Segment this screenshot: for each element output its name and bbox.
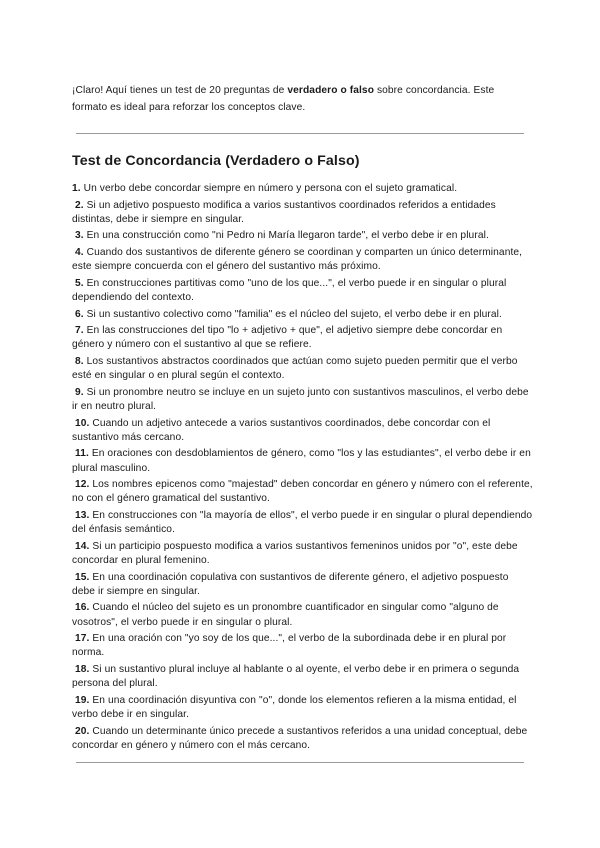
question-text: Un verbo debe concordar siempre en número y persona con el sujeto gramatical. xyxy=(80,183,458,194)
question-text: En una coordinación copulativa con sustantivos de diferente género, el adjetivo pospuesto debe ir siempre en singular. xyxy=(72,571,509,597)
question-text: En construcciones partitivas como "uno de los que...", el verbo puede ir en singular o plural dependiendo del contexto. xyxy=(72,277,507,303)
question-item xyxy=(72,663,534,691)
question-text: Si un sustantivo plural incluye al hablante o al oyente, el verbo debe ir en primera o segunda persona del plural. xyxy=(72,663,520,690)
question-number: 4. xyxy=(75,246,84,258)
question-item xyxy=(72,246,534,274)
question-text: Cuando un determinante único precede a sustantivos referidos a una unidad conceptual, debe concordar en género y número con el más cercano. xyxy=(72,725,528,751)
question-item xyxy=(72,386,534,414)
question-text: En una construcción como "ni Pedro ni María llegaron tarde", el verbo debe ir en plural. xyxy=(83,230,489,242)
intro-text-before: ¡Claro! Aquí tienes un test de 20 preguntas de xyxy=(72,85,288,96)
question-item xyxy=(72,182,534,196)
question-item xyxy=(72,694,534,722)
question-text: Si un adjetivo pospuesto modifica a varios sustantivos coordinados referidos a entidades distintas, debe ir siempre en singular. xyxy=(72,199,496,225)
question-number: 16. xyxy=(75,602,90,614)
question-number: 11. xyxy=(75,448,89,460)
question-number: 1. xyxy=(72,183,81,194)
question-number: 14. xyxy=(75,540,90,552)
question-text: En las construcciones del tipo "lo + adjetivo + que", el adjetivo siempre debe concordar en género y número con el sustantivo al que se refiere. xyxy=(72,325,503,351)
question-item xyxy=(72,509,534,537)
question-item xyxy=(72,308,534,322)
question-item xyxy=(72,199,534,227)
question-item xyxy=(72,355,534,383)
question-item xyxy=(72,417,534,445)
question-number: 9. xyxy=(75,386,84,398)
question-text: En una coordinación disyuntiva con "o", donde los elementos refieren a la misma entidad, el verbo debe ir en singular. xyxy=(72,694,517,720)
question-item xyxy=(72,478,534,506)
question-text: Cuando un adjetivo antecede a varios sustantivos coordinados, debe concordar con el sustantivo más cercano. xyxy=(72,417,491,443)
question-text: En construcciones con "la mayoría de ellos", el verbo puede ir en singular o plural dependiendo del énfasis semántico. xyxy=(72,509,533,536)
question-list xyxy=(72,182,534,755)
question-item xyxy=(72,229,534,243)
question-text: Los sustantivos abstractos coordinados que actúan como sujeto pueden permitir que el verbo esté en singular o en plural según el contexto. xyxy=(72,355,518,382)
question-number: 3. xyxy=(75,230,84,242)
question-number: 18. xyxy=(75,663,90,675)
question-text: Cuando dos sustantivos de diferente género se coordinan y comparten un único determinante, este siempre concuerda con el género del sustantivo más próximo. xyxy=(72,246,523,273)
question-number: 8. xyxy=(75,355,84,367)
horizontal-divider-bottom xyxy=(76,762,524,763)
question-text: En una oración con "yo soy de los que...", el verbo de la subordinada debe ir en plural por norma. xyxy=(72,633,507,659)
question-item xyxy=(72,277,534,305)
question-text: Si un sustantivo colectivo como "familia" es el núcleo del sujeto, el verbo debe ir en plural. xyxy=(83,308,502,320)
question-number: 20. xyxy=(75,725,90,737)
question-number: 19. xyxy=(75,694,90,706)
question-number: 10. xyxy=(75,417,90,429)
question-item xyxy=(72,540,534,568)
question-item xyxy=(72,601,534,629)
intro-text-after: sobre concordancia. Este formato es ideal para reforzar los conceptos clave. xyxy=(72,85,495,113)
intro-paragraph xyxy=(72,82,532,116)
question-item xyxy=(72,632,534,660)
question-item xyxy=(72,447,534,475)
question-text: Si un participio pospuesto modifica a varios sustantivos femeninos unidos por "o", este debe concordar en plural femenino. xyxy=(72,540,518,566)
question-number: 5. xyxy=(75,277,84,289)
question-number: 17. xyxy=(75,633,90,645)
question-text: Cuando el núcleo del sujeto es un pronombre cuantificador en singular como "alguno de vosotros", el verbo puede ir en singular o plural. xyxy=(72,602,499,628)
question-text: Si un pronombre neutro se incluye en un sujeto junto con sustantivos masculinos, el verbo debe ir en neutro plural. xyxy=(72,386,529,412)
question-item xyxy=(72,324,534,352)
question-number: 13. xyxy=(75,509,90,521)
question-number: 6. xyxy=(75,308,84,320)
question-number: 12. xyxy=(75,479,90,491)
test-title: Test de Concordancia (Verdadero o Falso) xyxy=(72,153,360,169)
question-number: 2. xyxy=(75,199,84,211)
question-number: 15. xyxy=(75,571,90,583)
question-number: 7. xyxy=(75,325,84,337)
question-item xyxy=(72,571,534,599)
intro-bold-text: verdadero o falso xyxy=(287,85,375,96)
question-text: En oraciones con desdoblamientos de género, como "los y las estudiantes", el verbo debe ir en plural masculino. xyxy=(72,448,531,474)
horizontal-divider-top xyxy=(76,133,524,134)
question-text: Los nombres epicenos como "majestad" deben concordar en género y número con el referente, no con el género gramatical del sustantivo. xyxy=(72,479,533,505)
question-item xyxy=(72,725,534,753)
